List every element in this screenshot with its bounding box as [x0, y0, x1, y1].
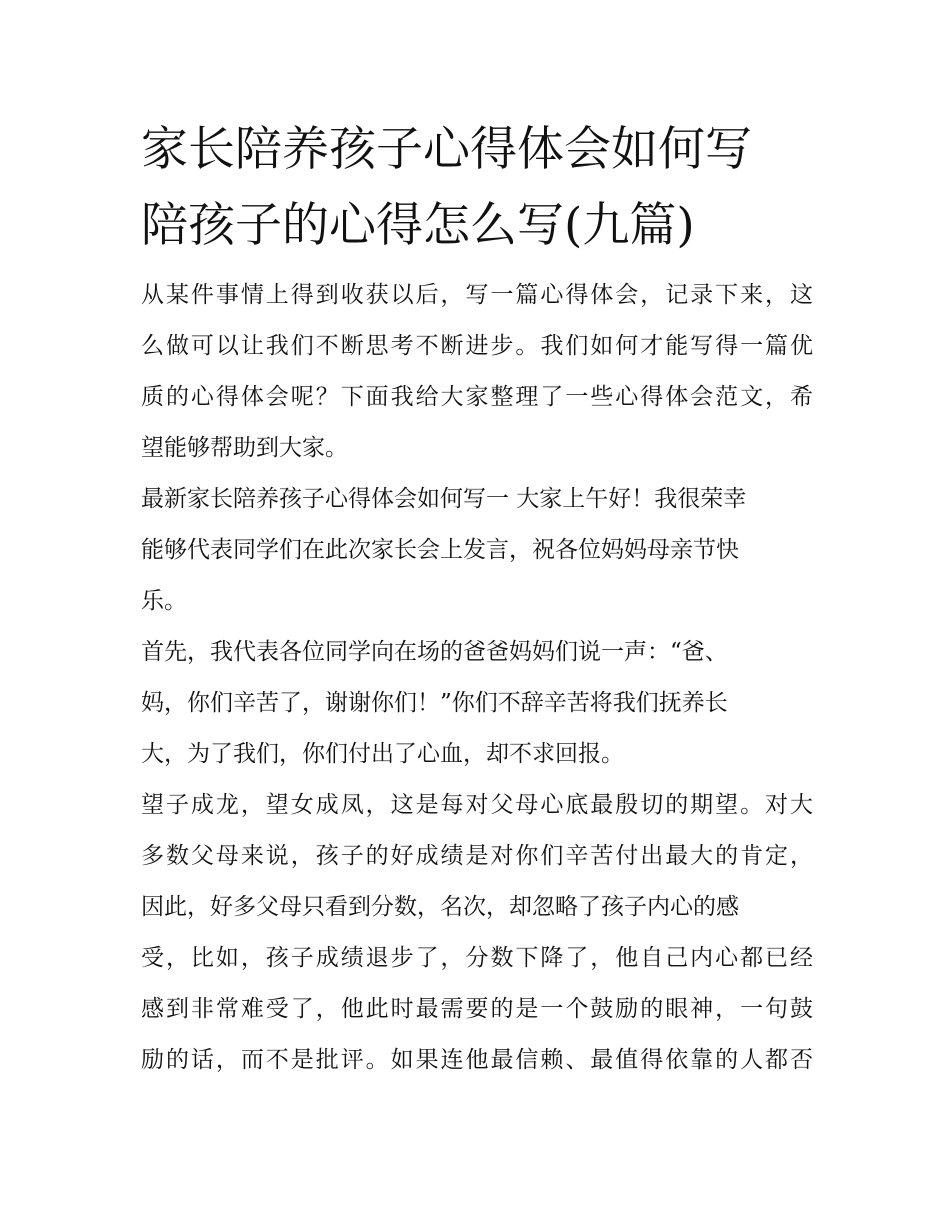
- paragraph-line: 妈，你们辛苦了，谢谢你们！”你们不辞辛苦将我们抚养长: [141, 690, 728, 716]
- paragraph-line: 首先，我代表各位同学向在场的爸爸妈妈们说一声：“爸、: [141, 639, 728, 665]
- paragraph-line: 因此，好多父母只看到分数，名次，却忽略了孩子内心的感: [141, 894, 739, 920]
- paragraph-line: 望能够帮助到大家。: [141, 435, 348, 461]
- paragraph-line: 励的话，而不是批评。如果连他最信赖、最值得依靠的人都否: [141, 1047, 813, 1073]
- paragraph-line: 从某件事情上得到收获以后，写一篇心得体会，记录下来，这: [141, 282, 813, 308]
- paragraph-line: 感到非常难受了，他此时最需要的是一个鼓励的眼神，一句鼓: [141, 996, 813, 1022]
- paragraph-line: 受，比如，孩子成绩退步了，分数下降了，他自己内心都已经: [141, 945, 813, 971]
- document-title: [141, 112, 813, 264]
- paragraph-thanks: [141, 627, 813, 780]
- paragraph-line: 最新家长陪养孩子心得体会如何写一 大家上午好！我很荣幸: [141, 486, 747, 512]
- paragraph-expectations: [141, 780, 813, 1086]
- title-line-2: 陪孩子的心得怎么写(九篇): [141, 198, 695, 253]
- paragraph-line: 乐。: [141, 588, 187, 614]
- paragraph-line: 能够代表同学们在此次家长会上发言，祝各位妈妈母亲节快: [141, 537, 739, 563]
- paragraph-line: 么做可以让我们不断思考不断进步。我们如何才能写得一篇优: [141, 333, 813, 359]
- paragraph-greeting: [141, 474, 813, 627]
- paragraph-line: 质的心得体会呢？下面我给大家整理了一些心得体会范文，希: [141, 384, 813, 410]
- paragraph-line: 大，为了我们，你们付出了心血，却不求回报。: [141, 741, 624, 767]
- paragraph-line: 望子成龙，望女成凤，这是每对父母心底最殷切的期望。对大: [141, 792, 813, 818]
- title-line-1: 家长陪养孩子心得体会如何写: [141, 122, 752, 177]
- paragraph-intro: [141, 270, 813, 474]
- paragraph-line: 多数父母来说，孩子的好成绩是对你们辛苦付出最大的肯定，: [141, 843, 813, 869]
- document-page: [141, 112, 813, 1086]
